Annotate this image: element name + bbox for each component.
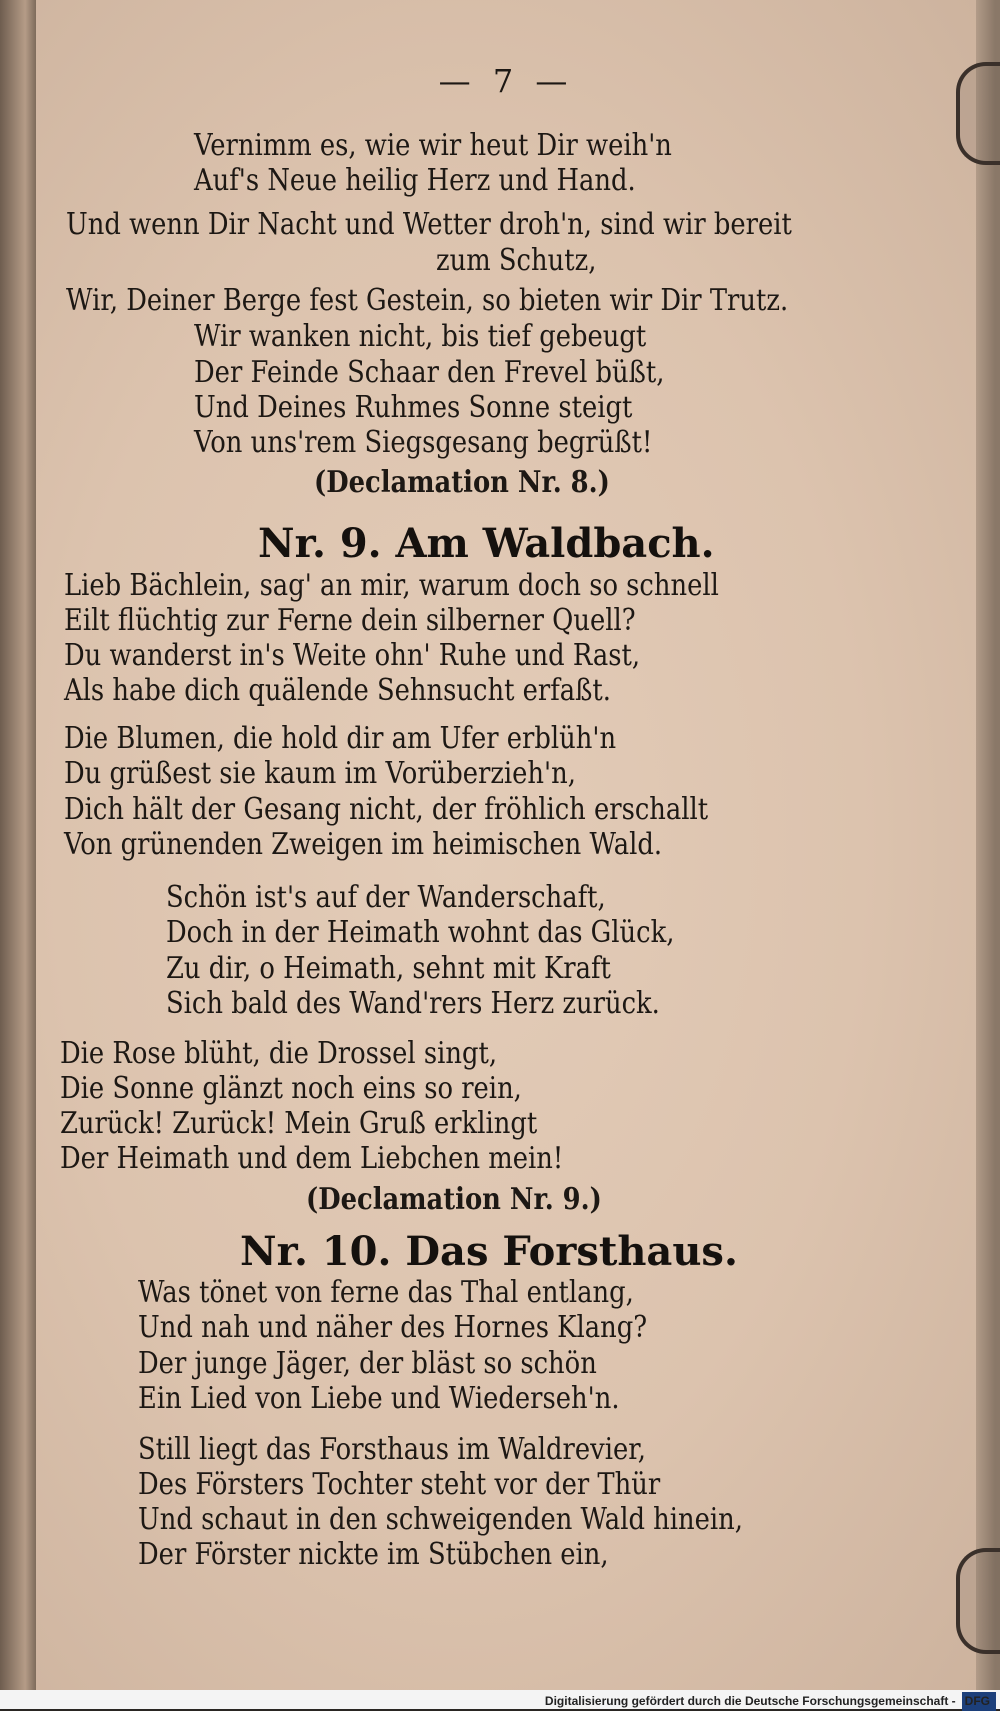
verse-line: Der Förster nickte im Stübchen ein, [138,1537,609,1572]
verse-line: Wir wanken nicht, bis tief gebeugt [194,319,647,354]
verse-line: Die Rose blüht, die Drossel singt, [60,1036,498,1071]
verse-line: Und schaut in den schweigenden Wald hinein, [138,1502,743,1537]
verse-line: Die Sonne glänzt noch eins so rein, [60,1071,522,1106]
refrain-line: Zu dir, o Heimath, sehnt mit Kraft [166,951,611,986]
verse-line: Von uns'rem Siegsgesang begrüßt! [194,425,653,460]
song-heading: Nr. 9. Am Waldbach. [258,520,715,567]
verse-line: Und nah und näher des Hornes Klang? [138,1310,648,1345]
verse-line: Vernimm es, wie wir heut Dir weih'n [194,128,672,163]
verse-line: Still liegt das Forsthaus im Waldrevier, [138,1432,646,1467]
verse-line: Lieb Bächlein, sag' an mir, warum doch so schnell [64,568,719,603]
verse-line: Der junge Jäger, der bläst so schön [138,1346,597,1381]
song-heading: Nr. 10. Das Forsthaus. [240,1228,738,1275]
book-page [36,0,976,1690]
footer-credit: Digitalisierung gefördert durch die Deutsche Forschungsgemeinschaft - [544,1694,956,1708]
refrain-line: Schön ist's auf der Wanderschaft, [166,880,606,915]
verse-line: Des Försters Tochter steht vor der Thür [138,1467,661,1502]
binding-clip-bottom [956,1548,1000,1654]
verse-line: Und Deines Ruhmes Sonne steigt [194,390,633,425]
verse-line: zum Schutz, [436,243,597,278]
verse-line: Von grünenden Zweigen im heimischen Wald. [64,827,663,862]
verse-line: Dich hält der Gesang nicht, der fröhlich erschallt [64,792,709,827]
verse-line: Als habe dich quälende Sehnsucht erfaßt. [64,673,611,708]
facing-page-edge [0,0,36,1690]
verse-line: Wir, Deiner Berge fest Gestein, so bieten wir Dir Trutz. [66,283,789,318]
verse-line: Und wenn Dir Nacht und Wetter droh'n, sind wir bereit [66,207,792,242]
dfg-logo: DFG [962,1692,996,1711]
refrain-line: Sich bald des Wand'rers Herz zurück. [166,986,660,1021]
refrain-line: Doch in der Heimath wohnt das Glück, [166,915,675,950]
verse-line: Der Heimath und dem Liebchen mein! [60,1141,564,1176]
declamation-note: (Declamation Nr. 9.) [306,1182,602,1217]
declamation-note: (Declamation Nr. 8.) [314,465,610,500]
verse-line: Zurück! Zurück! Mein Gruß erklingt [60,1106,538,1141]
verse-line: Die Blumen, die hold dir am Ufer erblüh'n [64,721,617,756]
page-number: — 7 — [438,62,574,100]
verse-line: Eilt flüchtig zur Ferne dein silberner Quell? [64,603,636,638]
digitization-footer [0,1690,1000,1709]
verse-line: Auf's Neue heilig Herz und Hand. [194,163,636,198]
verse-line: Der Feinde Schaar den Frevel büßt, [194,355,665,390]
verse-line: Du grüßest sie kaum im Vorüberzieh'n, [64,756,576,791]
verse-line: Ein Lied von Liebe und Wiederseh'n. [138,1381,620,1416]
verse-line: Was tönet von ferne das Thal entlang, [138,1275,634,1310]
verse-line: Du wanderst in's Weite ohn' Ruhe und Rast, [64,638,641,673]
